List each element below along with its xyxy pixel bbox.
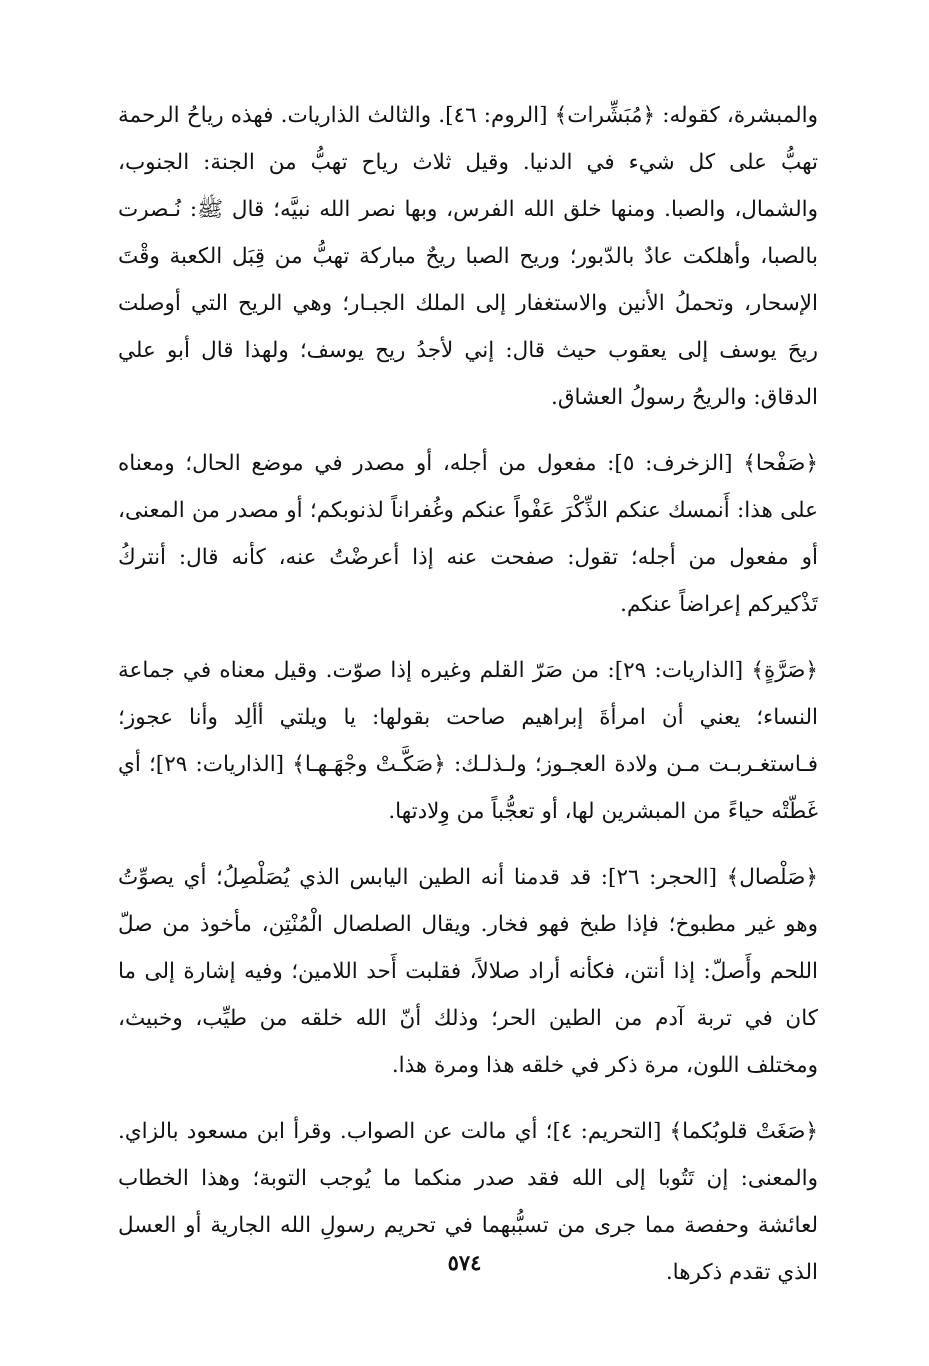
paragraph-sarra: ﴿صَرَّةٍ﴾ [الذاريات: ٢٩]: من صَرّ القلم وغيره إذا صوّت. وقيل معناه في جماعة النساء؛ يعني أن امرأةَ إبراهيم صاحت بقولها: يا ويلتي أألِد وأنا عجوز؛ فـاستغـربـت مـن ولادة العجـوز؛ ولـذلـك: ﴿صَكَّـتْ وجْهَـهـا﴾ [الذاريات: ٢٩]؛ أي غَطّتْه حياءً من المبشرين لها، أو تعجُّباً من وِلادتها. (118, 658, 818, 824)
paragraph-saghat: ﴿صَغَتْ قلوبُكما﴾ [التحريم: ٤]؛ أي مالت عن الصواب. وقرأ ابن مسعود بالزاي. والمعنى: إن تَتُوبا إلى الله فقد صدر منكما ما يُوجب التوبة؛ وهذا الخطاب لعائشة وحفصة مما جرى من تسبُّبهما في تحريم رسولِ الله الجارية أو العسل الذي تقدم ذكرها. (118, 1119, 818, 1285)
body-text (118, 92, 818, 1315)
page-number: ٥٧٤ (447, 1250, 482, 1275)
paragraph-safhan: ﴿صَفْحا﴾ [الزخرف: ٥]: مفعول من أجله، أو مصدر في موضع الحال؛ ومعناه على هذا: أَنمسك عنكم الذِّكْرَ عَفْواً عنكم وغُفراناً لذنوبكم؛ أو مصدر من المعنى، أو مفعول من أجله؛ تقول: صفحت عنه إذا أعرضْتُ عنه، كأنه قال: أنتركُ تَذْكيركم إعراضاً عنكم. (118, 451, 818, 617)
paragraph-mubashirat: والمبشرة، كقوله: ﴿مُبَشِّرات﴾ [الروم: ٤٦]. والثالث الذاريات. فهذه رياحُ الرحمة تهبُّ على كل شيء في الدنيا. وقيل ثلاث رياح تهبُّ من الجنة: الجنوب، والشمال، والصبا. ومنها خلق الله الفرس، وبها نصر الله نبيَّه؛ قال ﷺ: نُـصرت بالصبا، وأهلكت عادٌ بالدّبور؛ وريح الصبا ريحٌ مباركة تهبُّ من قِبَل الكعبة وقْتَ الإسحار، وتحملُ الأنين والاستغفار إلى الملك الجبـار؛ وهي الريح التي أوصلت ريحَ يوسف إلى يعقوب حيث قال: إني لأجدُ ريح يوسف؛ ولهذا قال أبو علي الدقاق: والريحُ رسولُ العشاق. (118, 103, 818, 410)
paragraph-salsal: ﴿صَلْصال﴾ [الحجر: ٢٦]: قد قدمنا أنه الطين اليابس الذي يُصَلْصِلُ؛ أي يصوِّتُ وهو غير مطبوخ؛ فإذا طبخ فهو فخار. ويقال الصلصال الْمُنْتِن، مأخوذ من صلّ اللحم وأَصلّ: إذا أنتن، فكأنه أراد صلالاً، فقلبت أَحد اللامين؛ وفيه إشارة إلى ما كان في تربة آدم من الطين الحر؛ وذلك أنّ الله خلقه من طيِّب، وخبيث، ومختلف اللون، مرة ذكر في خلقه هذا ومرة هذا. (118, 865, 818, 1078)
